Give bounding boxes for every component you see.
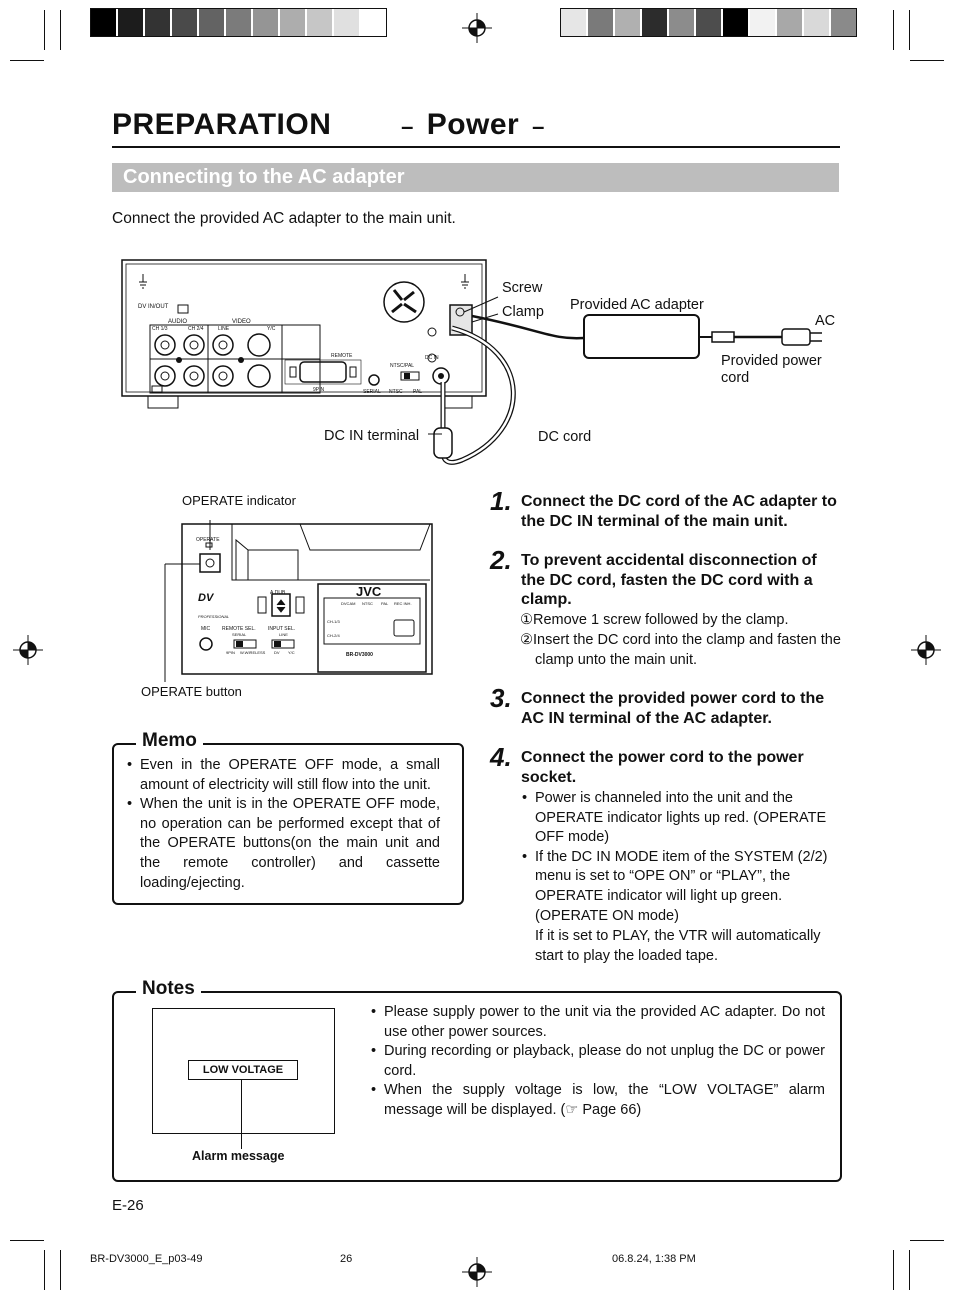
clamp-label: Clamp (502, 304, 544, 320)
panel-label: NTSC (362, 601, 373, 606)
notes-item: • When the supply voltage is low, the “LOW VOLTAGE” alarm message will be displayed. (☞ Page 66) (371, 1081, 825, 1120)
notes-item: • During recording or playback, please do not unplug the DC or power cord. (371, 1042, 825, 1081)
step-number: 1. (490, 486, 512, 516)
leader-line (241, 1079, 242, 1149)
page-number: E-26 (112, 1197, 144, 1214)
notes-list (371, 1003, 825, 1121)
memo-title: Memo (136, 730, 203, 752)
step-text: To prevent accidental disconnection of the DC cord, fasten the DC cord with a clamp. (521, 552, 817, 608)
panel-label: 9PIN (226, 650, 235, 655)
step-number: 4. (490, 742, 512, 772)
crop-mark (60, 1250, 61, 1290)
panel-label: NTSC (389, 389, 403, 395)
panel-label: Y/C (288, 650, 295, 655)
intro-text: Connect the provided AC adapter to the main unit. (112, 210, 456, 227)
panel-label: PROFESSIONAL (198, 614, 230, 619)
dv-logo: DV (198, 592, 214, 604)
registration-mark-icon (911, 635, 941, 665)
crop-mark (910, 1240, 944, 1241)
panel-label: DV IN/OUT (138, 304, 169, 310)
panel-label: DVCAM (341, 601, 356, 606)
section-title: PREPARATION (112, 108, 332, 141)
crop-mark (910, 60, 944, 61)
crop-mark (60, 10, 61, 50)
panel-label: CH-2/4 (327, 633, 340, 638)
crop-mark (909, 1250, 910, 1290)
panel-label: SERIAL (363, 389, 381, 395)
grayscale-bar-left (90, 8, 387, 37)
panel-label: INPUT SEL. (268, 626, 296, 632)
panel-label: DC IN (425, 355, 439, 361)
low-voltage-message: LOW VOLTAGE (188, 1060, 298, 1080)
footer-date: 06.8.24, 1:38 PM (612, 1253, 696, 1265)
registration-mark-icon (462, 13, 492, 43)
title-rule (112, 146, 840, 148)
banner-title: Connecting to the AC adapter (123, 166, 405, 188)
ac-label: AC (815, 313, 836, 329)
panel-label: DV (274, 650, 280, 655)
crop-mark (44, 10, 45, 50)
panel-label: CH 1/3 (152, 326, 168, 332)
screw-label: Screw (502, 280, 543, 296)
step-number: 3. (490, 683, 512, 713)
step-4-bullets (522, 789, 842, 926)
alarm-message-label: Alarm message (192, 1149, 285, 1163)
operate-indicator-label: OPERATE indicator (182, 493, 296, 508)
operate-button-label: OPERATE button (141, 684, 242, 699)
step-text: Connect the DC cord of the AC adapter to the DC IN terminal of the main unit. (521, 493, 837, 530)
model-label: BR-DV3000 (346, 652, 373, 658)
title-dash: – (401, 114, 414, 139)
adapter-label: Provided AC adapter (570, 297, 704, 313)
panel-label: REMOTE SEL. (222, 626, 256, 632)
step-number: 2. (490, 545, 512, 575)
panel-label: CH 2/4 (188, 326, 204, 332)
crop-mark (10, 1240, 44, 1241)
power-cord-label: Provided power cord (721, 353, 822, 386)
memo-item: • Even in the OPERATE OFF mode, a small amount of electricity will still flow into the unit. (127, 756, 440, 795)
crop-mark (893, 10, 894, 50)
panel-label: PAL (413, 389, 423, 395)
dc-cord-label: DC cord (538, 429, 592, 445)
panel-label: MIC (201, 626, 211, 632)
crop-mark (909, 10, 910, 50)
panel-label: REC INH. (394, 601, 412, 606)
title-dash: – (532, 114, 545, 139)
notes-item: • Please supply power to the unit via the provided AC adapter. Do not use other power sources. (371, 1003, 825, 1042)
grayscale-bar-right (560, 8, 857, 37)
step-2-sub-1: ①Remove 1 screw followed by the clamp. (520, 612, 789, 628)
page-title (112, 108, 545, 142)
panel-label: LINE (218, 326, 230, 332)
panel-label: CH-1/3 (327, 619, 340, 624)
dc-in-terminal-label: DC IN terminal (324, 428, 420, 444)
step-4-extra: If it is set to PLAY, the VTR will automatically start to play the loaded tape. (535, 928, 821, 964)
crop-mark (10, 60, 44, 61)
panel-label: LINE (279, 632, 288, 637)
panel-label: W.WIRELESS (240, 650, 266, 655)
panel-label: VIDEO (232, 319, 251, 325)
registration-mark-icon (13, 635, 43, 665)
footer-page: 26 (340, 1253, 353, 1265)
footer-file: BR-DV3000_E_p03-49 (90, 1253, 203, 1265)
panel-label: 9PIN (313, 387, 325, 393)
panel-label: NTSC/PAL (390, 363, 415, 369)
panel-label: AUDIO (168, 319, 188, 325)
step-4-bullet: • If the DC IN MODE item of the SYSTEM (2/2) menu is set to “OPE ON” or “PLAY”, the OPERATE indicator will light up green. (OPERATE ON mode) (522, 848, 842, 926)
step-2-sub-2: ②Insert the DC cord into the clamp and fasten the clamp unto the main unit. (520, 632, 841, 668)
panel-label: SERIAL (232, 632, 247, 637)
panel-label: A.DUB (270, 590, 286, 596)
panel-label: OPERATE (196, 537, 220, 543)
crop-mark (893, 1250, 894, 1290)
step-text: Connect the provided power cord to the AC IN terminal of the AC adapter. (521, 690, 825, 727)
crop-mark (44, 1250, 45, 1290)
memo-item: • When the unit is in the OPERATE OFF mode, no operation can be performed except that of the OPERATE buttons(on the main unit and the remote controller) and cassette loading/ejecting. (127, 795, 440, 893)
step-4-bullet: • Power is channeled into the unit and the OPERATE indicator lights up red. (OPERATE OFF mode) (522, 789, 842, 848)
registration-mark-icon (462, 1257, 492, 1287)
step-text: Connect the power cord to the power socket. (521, 749, 804, 786)
panel-label: PAL (381, 601, 389, 606)
notes-title: Notes (136, 978, 201, 1000)
topic-title: Power (426, 108, 520, 141)
panel-label: REMOTE (331, 353, 353, 359)
memo-list (127, 756, 440, 893)
section-banner (112, 163, 839, 192)
jvc-logo: JVC (356, 584, 382, 599)
panel-label: Y/C (267, 326, 276, 332)
